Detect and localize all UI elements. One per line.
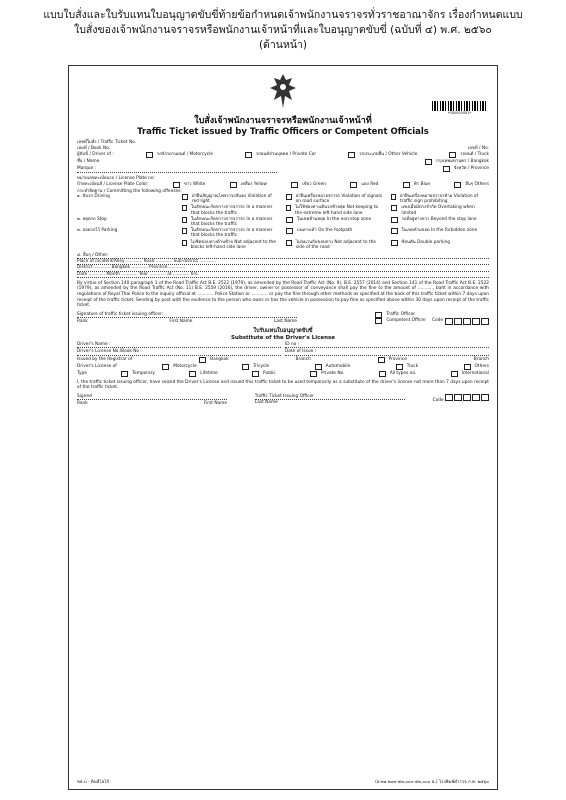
last-name-label: Last Name (274, 319, 297, 325)
license-type-motorcycle[interactable]: Motorcycle (162, 364, 196, 370)
substitute-title-english: Substitute of the Driver's License (230, 334, 336, 341)
license-types-row (77, 364, 489, 370)
checkbox-icon (375, 318, 382, 324)
offense-not-side-road[interactable]: ไม่ขนานกับขอบทาง Not adjacent to the side of the road (286, 240, 385, 250)
document-header (0, 8, 566, 53)
checkbox-icon (391, 240, 398, 246)
checkbox-icon (242, 364, 249, 370)
checkbox-icon (396, 364, 403, 370)
header-line-1: แบบใบสั่งและใบรับแทนใบอนุญาตขับขี่ท้ายข้อกำหนดเจ้าพนักงานจราจรทั่วราชอาณาจักร เรื่องกำหนดแบบ (43, 9, 523, 21)
offense-double-parking[interactable]: ซ้อนคัน Double parking (391, 240, 490, 250)
substitute-paragraph: I, the traffic ticket issuing officer, have seized the Driver's License and issued this traffic ticket to be used temporarily as a substitute of the driver's license not more than 7 days upon receipt of the traffic ticket. (77, 379, 489, 391)
issued-by-label: Issued by the Registrar of (77, 356, 133, 362)
license-type2-row (77, 371, 489, 377)
checkbox-icon (146, 152, 153, 158)
offense-group-parking: ๓. จอดรถไว้ Parking (77, 228, 118, 234)
offense-left-lane[interactable]: ไม่ใช้ช่องทางเดินรถซ้ายสุด Not keeping to the extreme left hand side lane (286, 205, 385, 215)
checkbox-icon (391, 194, 397, 200)
checkbox-icon (162, 364, 169, 370)
license-type-truck[interactable]: Truck (396, 364, 418, 370)
plate-color-white[interactable]: ขาว White (173, 182, 206, 188)
driver-label: ผู้ขับขี่ / Driver of : (77, 152, 114, 158)
ticket-no-label: เลขที่ใบสั่ง / Traffic Ticket No. (77, 140, 137, 145)
bottom-first-label: First Name (203, 401, 227, 407)
code-label: Code (431, 317, 443, 323)
checkbox-icon (182, 194, 188, 200)
license-type-tricycle[interactable]: Tricycle (242, 364, 269, 370)
officer-signature-field[interactable]: Signature of traffic ticket issuing officer: (77, 312, 297, 318)
province-option[interactable]: จังหวัด / Province (443, 166, 489, 172)
offense-non-stop-zone[interactable]: ในเขตห้ามหยุด In the non-stop zone (286, 217, 385, 227)
offense-parking-blocking[interactable]: ในลักษณะกีดขวางการจราจร In a manner that blocks the traffic (182, 228, 281, 238)
offense-stop-lane[interactable]: รถที่อยู่ทางขวา Beyond the stop lane (391, 217, 490, 227)
traffic-officer-option[interactable]: Traffic Officer (375, 312, 489, 318)
signed-field[interactable]: Signed (77, 394, 227, 400)
offense-group-driving: ๑. ขับรถ Driving (77, 194, 110, 200)
checkbox-icon (391, 205, 398, 211)
barcode (432, 101, 487, 116)
ticket-title-thai: ใบสั่งเจ้าพนักงานจราจรหรือพนักงานเจ้าหน้าที่ (194, 116, 372, 126)
offense-red-light[interactable]: ฝ่าฝืนสัญญาณไฟจราจรสีแดง Violation of red light (182, 194, 281, 204)
no-label: เลขที่ / No. (467, 146, 489, 152)
marque-field[interactable]: Marque : (77, 166, 277, 172)
plate-color-blue[interactable]: ฟ้า Blue (403, 182, 430, 188)
header-line-2: ใบสั่งของเจ้าพนักงานจราจรหรือพนักงานเจ้าหน้าที่และใบอนุญาตขับขี่ (ฉบับที่ ๔) พ.ศ. ๒๕๖๐ (74, 24, 492, 36)
license-types-label: Driver's License of (77, 363, 117, 369)
checkbox-icon (451, 371, 458, 377)
checkbox-icon (315, 364, 322, 370)
checkbox-icon (182, 240, 187, 246)
id-no-field[interactable]: ID no : (285, 342, 489, 348)
first-name-label: First Name (169, 319, 193, 325)
bottom-name-labels (77, 401, 227, 406)
plate-color-red[interactable]: แดง Red (350, 182, 378, 188)
checkbox-icon (378, 357, 385, 363)
book-row (77, 146, 489, 151)
checkbox-icon (425, 159, 432, 165)
checkbox-icon (245, 152, 252, 158)
plate-color-others[interactable]: อื่นๆ Others (454, 182, 489, 188)
checkbox-icon (286, 205, 291, 211)
issued-by-row (77, 357, 489, 363)
checkbox-icon (189, 371, 196, 377)
checkbox-icon (286, 228, 293, 234)
bottom-last-label: Last Name (254, 400, 278, 406)
ticket-title-english: Traffic Ticket issued by Traffic Officers or Competent Officials (137, 127, 429, 137)
officer-signature-row (77, 312, 489, 325)
branch-label-2: Branch (473, 356, 489, 362)
substitute-license-row (77, 349, 489, 355)
bottom-signature-row (77, 394, 489, 407)
code-boxes[interactable] (445, 318, 489, 325)
checkbox-icon (230, 182, 237, 188)
type-public[interactable]: Public (252, 371, 276, 377)
type-lifetime[interactable]: Lifetime (189, 371, 217, 377)
checkbox-icon (182, 228, 187, 234)
offense-grid (77, 194, 489, 250)
bangkok-option[interactable]: กรุงเทพมหานคร / Bangkok (425, 159, 489, 165)
plate-label: หมายเลขทะเบียนรถ / License Plate no: (77, 175, 155, 181)
checkbox-icon (391, 217, 398, 223)
checkbox-icon (350, 182, 357, 188)
traffic-ticket-form (68, 65, 498, 790)
driver-option-private-car[interactable]: รถยนต์ส่วนบุคคล / Private Car (245, 152, 316, 158)
offense-driving-blocking[interactable]: ในลักษณะกีดขวางการจราจร In a manner that blocks the traffic (182, 205, 281, 215)
driver-option-other[interactable]: รถประเภทอื่น / Other Vehicle (348, 152, 417, 158)
checkbox-icon (449, 152, 456, 158)
driver-name-row (77, 159, 489, 165)
garuda-emblem-icon (268, 72, 298, 112)
checkbox-icon (443, 166, 450, 172)
bottom-code-boxes[interactable] (445, 394, 489, 401)
district-field[interactable]: District ............ Bangkok ............ Province ............ (77, 265, 489, 271)
plate-color-green[interactable]: เขียว Green (291, 182, 326, 188)
checkbox-icon (348, 152, 355, 158)
offense-forbidden-zone[interactable]: ในเขตห้ามจอด In the forbidden zone (391, 228, 490, 238)
drivers-name-field[interactable]: Driver's Name : (77, 342, 281, 348)
bottom-code-label: Code (432, 397, 444, 403)
marque-row (77, 166, 489, 172)
form-footer (77, 780, 489, 785)
checkbox-icon (454, 182, 461, 188)
barcode-number: *000000001* (447, 111, 472, 115)
plate-section (77, 176, 489, 188)
offense-overtaking[interactable]: แซงเมื่อมีทางจำกัด Overtaking when limited (391, 205, 490, 215)
other-offense-field[interactable]: ๔. อื่นๆ / Other: (77, 253, 489, 259)
plate-color-yellow[interactable]: เหลือง Yellow (230, 182, 267, 188)
type-label: Type (77, 370, 87, 376)
checkbox-icon (286, 217, 293, 223)
plate-color-label: ป้ายทะเบียนสี / License Plate Color: (77, 181, 149, 187)
checkbox-icon (121, 371, 128, 377)
date-field[interactable]: Date ............ Month ............ Year ............ at ............ hrs. (77, 272, 489, 278)
competent-officer-option[interactable]: Competent Officer Code (375, 318, 489, 325)
checkbox-icon (286, 240, 292, 246)
type-private[interactable]: Private No. (310, 371, 344, 377)
driver-name-label: ชื่อ / Name (77, 159, 100, 165)
checkbox-icon (403, 182, 410, 188)
checkbox-icon (379, 371, 386, 377)
bottom-rank-label: Rank (77, 401, 88, 407)
branch-label: Branch (295, 356, 311, 362)
issued-province-option[interactable]: Province (378, 357, 407, 363)
header-line-3: (ด้านหน้า) (258, 39, 308, 51)
offense-not-left-side[interactable]: ไม่ชิดขอบทางด้านซ้าย Not adjacent to the blocks left-hand side lane (182, 240, 281, 250)
date-of-issue-field[interactable]: Date of Issue : (285, 349, 489, 355)
driver-option-motorcycle[interactable]: รถจักรยานยนต์ / Motorcycle (146, 152, 213, 158)
officer-name-labels (77, 319, 297, 324)
barcode-icon (432, 101, 487, 111)
checkbox-icon (252, 371, 259, 377)
checkbox-icon (391, 228, 398, 234)
checkbox-icon (310, 371, 317, 377)
substitute-title-thai: ใบรับแทนใบอนุญาตขับขี่ (253, 328, 313, 335)
offense-footpath[interactable]: บนทางเท้า On the footpath (286, 228, 385, 238)
license-type-automobile[interactable]: Automobile (315, 364, 351, 370)
checkbox-icon (173, 182, 180, 188)
issuing-officer-field[interactable]: Traffic Ticket Issuing Officer (255, 394, 405, 400)
issued-bangkok-option[interactable]: Bangkok (199, 357, 228, 363)
ticket-numbers (77, 140, 489, 145)
type-international[interactable]: International (451, 371, 489, 377)
driver-row (77, 152, 489, 158)
footer-left: ขส.บ - ดินสีโลโก้ (77, 779, 110, 785)
checkbox-icon (182, 205, 187, 211)
plate-color-row (77, 182, 489, 188)
checkbox-icon (182, 217, 187, 223)
offense-road-signals[interactable]: ฝ่าฝืนเครื่องหมายจราจร Violation of signals on road surface (286, 194, 385, 204)
rank-label: Rank (77, 319, 88, 325)
checkbox-icon (286, 194, 292, 200)
offense-stop-blocking[interactable]: ในลักษณะกีดขวางการจราจร In a manner that blocks the traffic (182, 217, 281, 227)
driver-option-truck[interactable]: รถยนต์ / Truck (449, 152, 489, 158)
footer-right: (ฝ-๓๑.๒๐๓-๕๓,๐๐๐-๕๓,๐๐๐ ฉ.) โรงพิมพ์ตำรวจ ก.ค. ๒๕๖๐ (375, 779, 489, 785)
license-no-field[interactable]: Driver's License No./Book No : (77, 349, 281, 355)
place-field[interactable]: Place of incident/Alley ............ Road ............ Sub-district ............ (77, 259, 489, 265)
legal-paragraph: By virtue of Section 140 paragraph 1 of the Road Traffic Act B.E. 2522 (1979), as amended by the Road Traffic Act (No. 9), B.E. 2557 (2014) and Section 141 of the Road Traffic Act B.E. 2522 (1979), as amended by the Road Traffic Act (No. 11) B.E. 2559 (2016), the driver, owner or possessor of conveyance shall pay the fine to the amount of ............ baht in accordance with regulations of Royal Thai Police to the inquiry official at ............ Police Station or ............ or pay the fine through other methods as specified at the back of this traffic ticket within 7 days upon receipt of the traffic ticket. Sending by post with the evidence to the person who owns or has the vehicle in possession to pay fine as specified above within 30 days upon receipt of the traffic ticket. (77, 280, 489, 309)
substitute-name-row (77, 342, 489, 348)
checkbox-icon (464, 364, 471, 370)
offense-group-stop: ๒. หยุดรถ Stop (77, 216, 107, 222)
license-type-others[interactable]: Others (464, 364, 489, 370)
checkbox-icon (199, 357, 206, 363)
type-temporary[interactable]: Temporary (121, 371, 155, 377)
offense-heading: กระทำผิดฐาน / Committing the following offenses: (77, 188, 182, 194)
checkbox-icon (291, 182, 298, 188)
book-no-label: เล่มที่ / Book No. (77, 146, 111, 152)
offense-traffic-sign[interactable]: ฝ่าฝืนเครื่องหมายจราจรห้าม Violation of traffic sign prohibiting (391, 194, 490, 204)
type-all[interactable]: All types no. (379, 371, 417, 377)
